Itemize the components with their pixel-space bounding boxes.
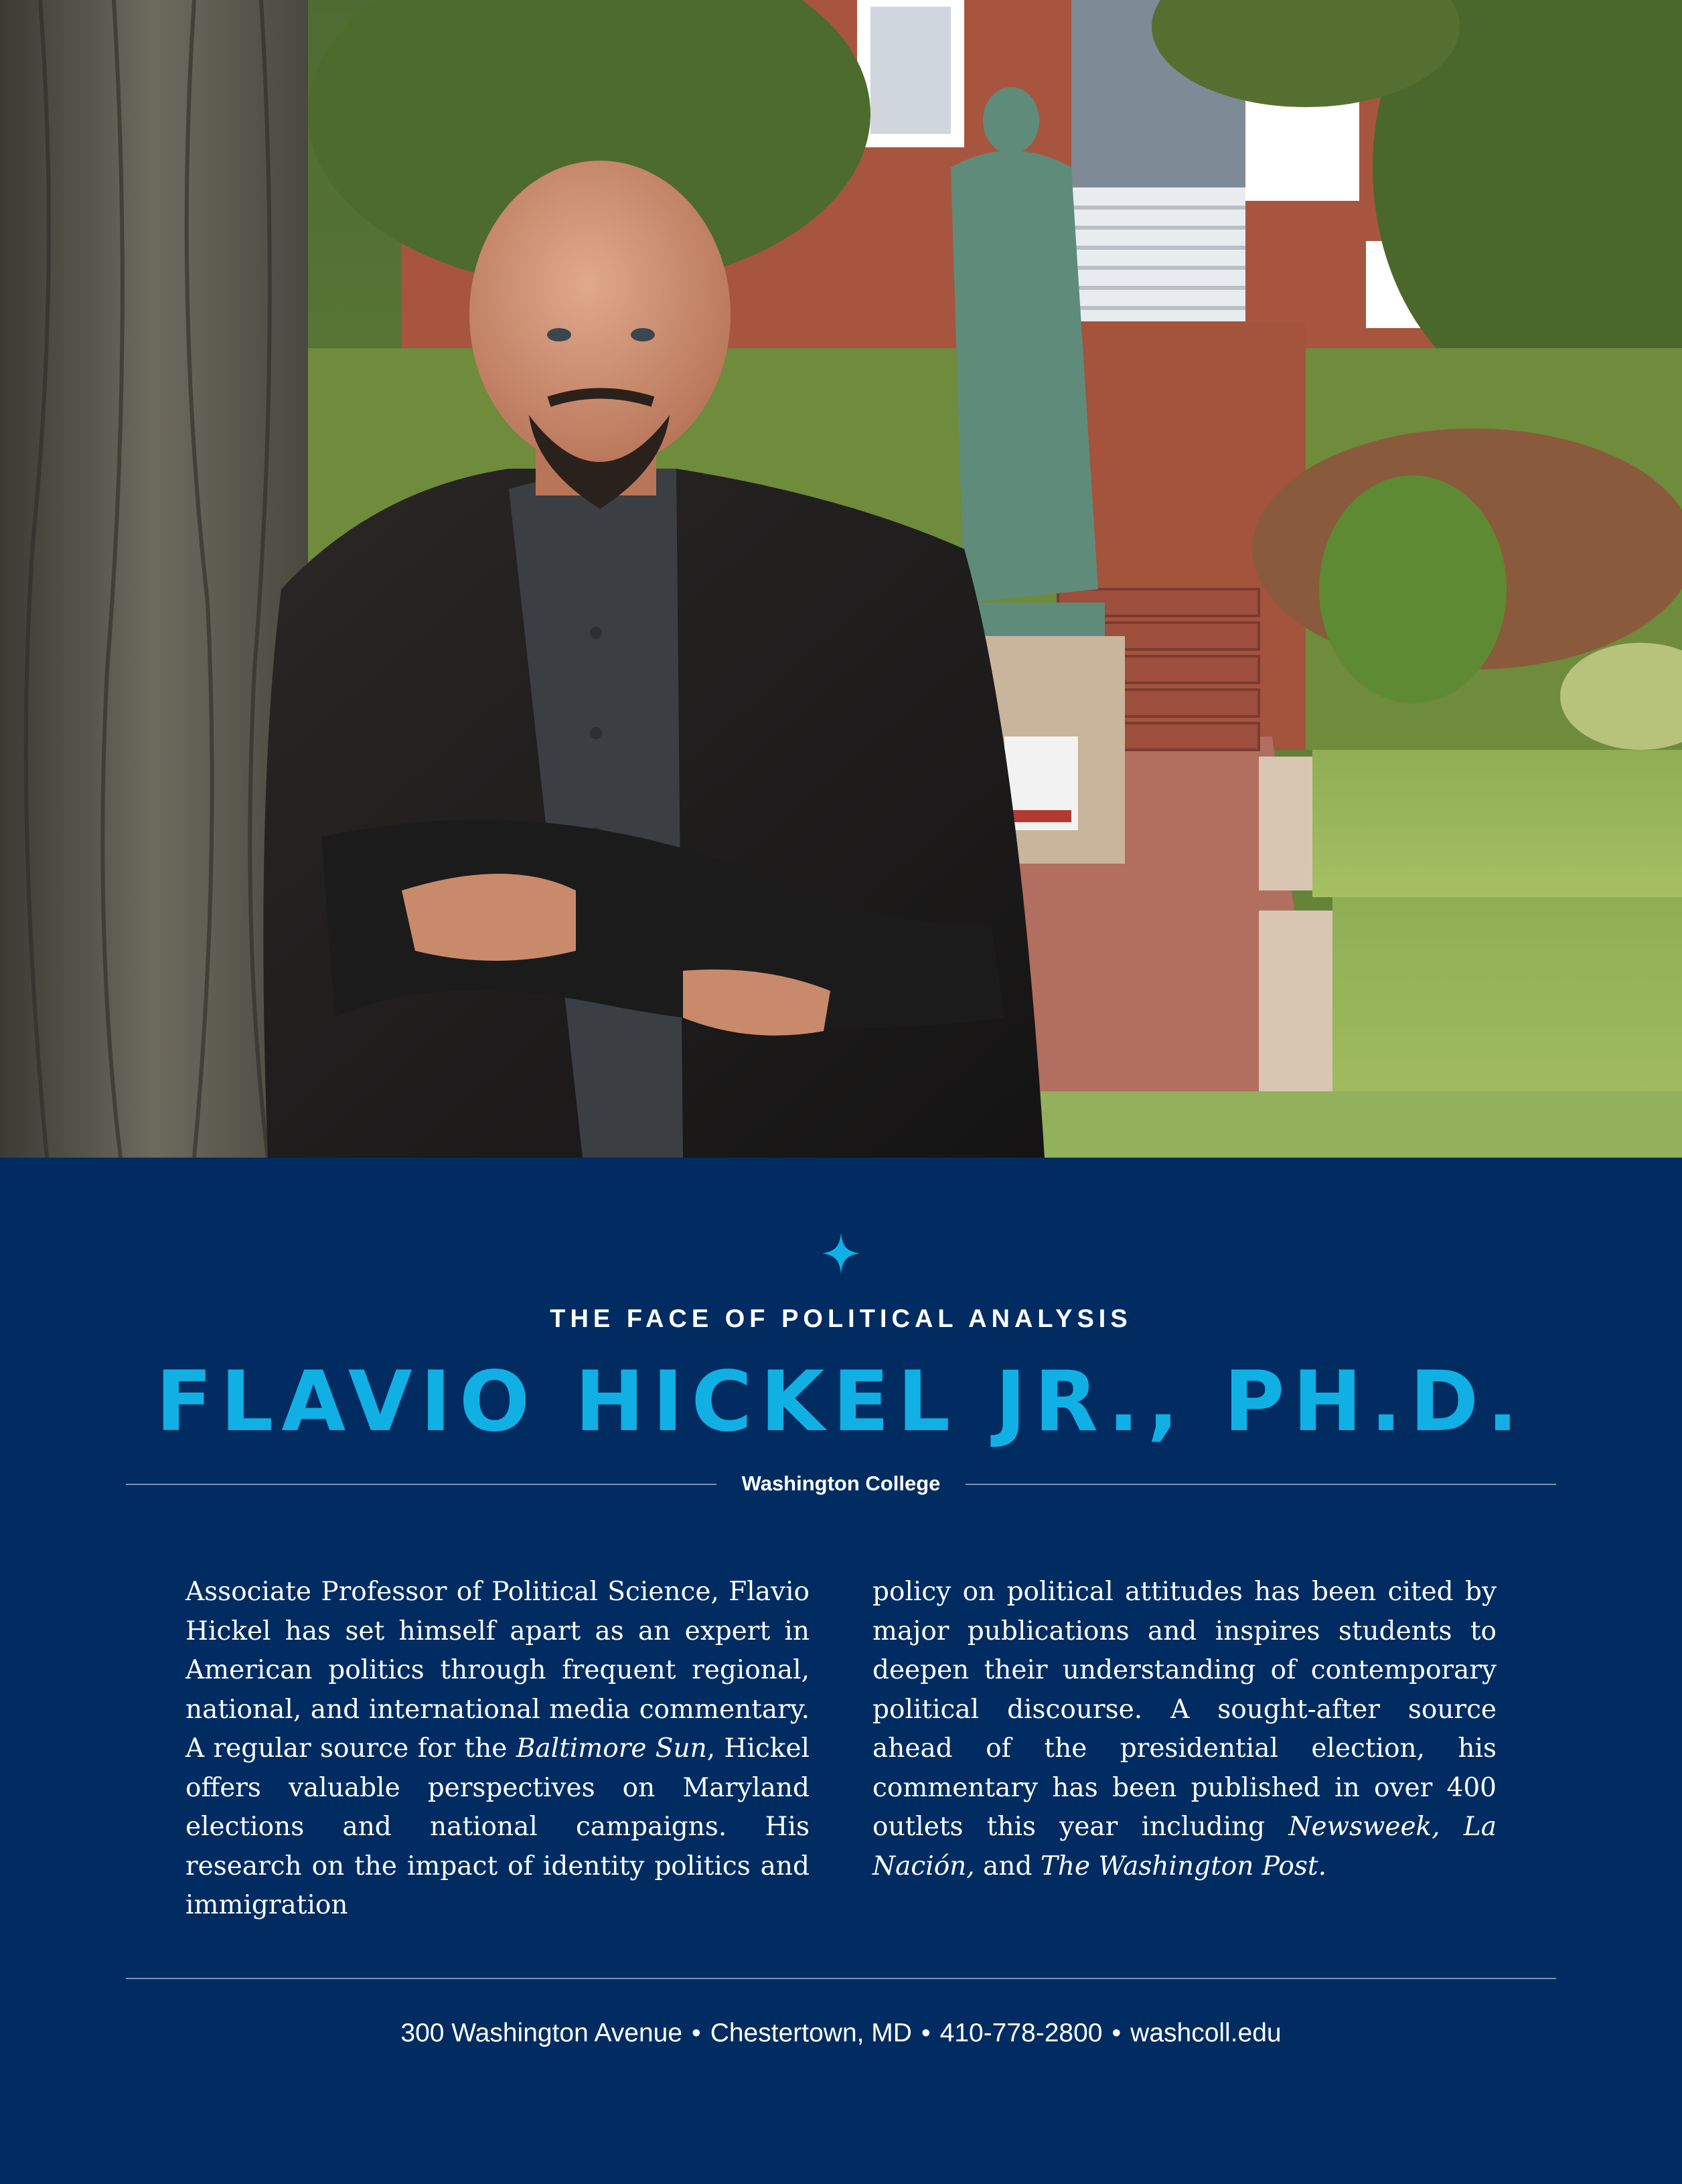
body-text: policy on political attitudes has been cited by major publications and inspires students to deepen their understanding of contemporary political discourse. A sought-after source ahead of the presidential election, his commentary has been published in over 400 outlets this year including (872, 1577, 1497, 1842)
website-link[interactable]: washcoll.edu (1130, 2019, 1282, 2047)
kicker-heading: THE FACE OF POLITICAL ANALYSIS (550, 1305, 1132, 1333)
street-address: 300 Washington Avenue (400, 2019, 683, 2047)
publication-title: Baltimore Sun (516, 1733, 707, 1764)
separator: • (1112, 2019, 1122, 2047)
publication-titles: Newsweek, La Nación, (872, 1812, 1497, 1881)
body-text: and (974, 1851, 1041, 1881)
divider-line-right (966, 1484, 1556, 1485)
separator: • (692, 2019, 701, 2047)
divider-line-left (126, 1484, 716, 1485)
institution-name: Washington College (741, 1472, 941, 1495)
phone-number[interactable]: 410-778-2800 (939, 2019, 1103, 2047)
publication-title: The Washington Post. (1040, 1851, 1326, 1881)
footer-divider (126, 1978, 1556, 1979)
body-text: , Hickel offers valuable perspectives on Maryland elections and national campaigns. His research on the impact of identity politics and immigration (185, 1733, 810, 1920)
body-column-right (872, 1573, 1497, 1886)
body-text: Associate Professor of Political Science, Flavio Hickel has set himself apart as an expert in American politics through frequent regional, national, and international media commentary. A regular source for the (185, 1577, 810, 1764)
city-state: Chestertown, MD (710, 2019, 912, 2047)
info-panel (0, 1158, 1682, 2184)
four-point-star-icon (822, 1233, 860, 1274)
institution-divider (126, 1470, 1556, 1497)
separator: • (921, 2019, 931, 2047)
contact-footer (0, 2017, 1682, 2050)
body-column-left (185, 1573, 810, 1926)
person-name-title: FLAVIO HICKEL JR., PH.D. (155, 1354, 1527, 1450)
